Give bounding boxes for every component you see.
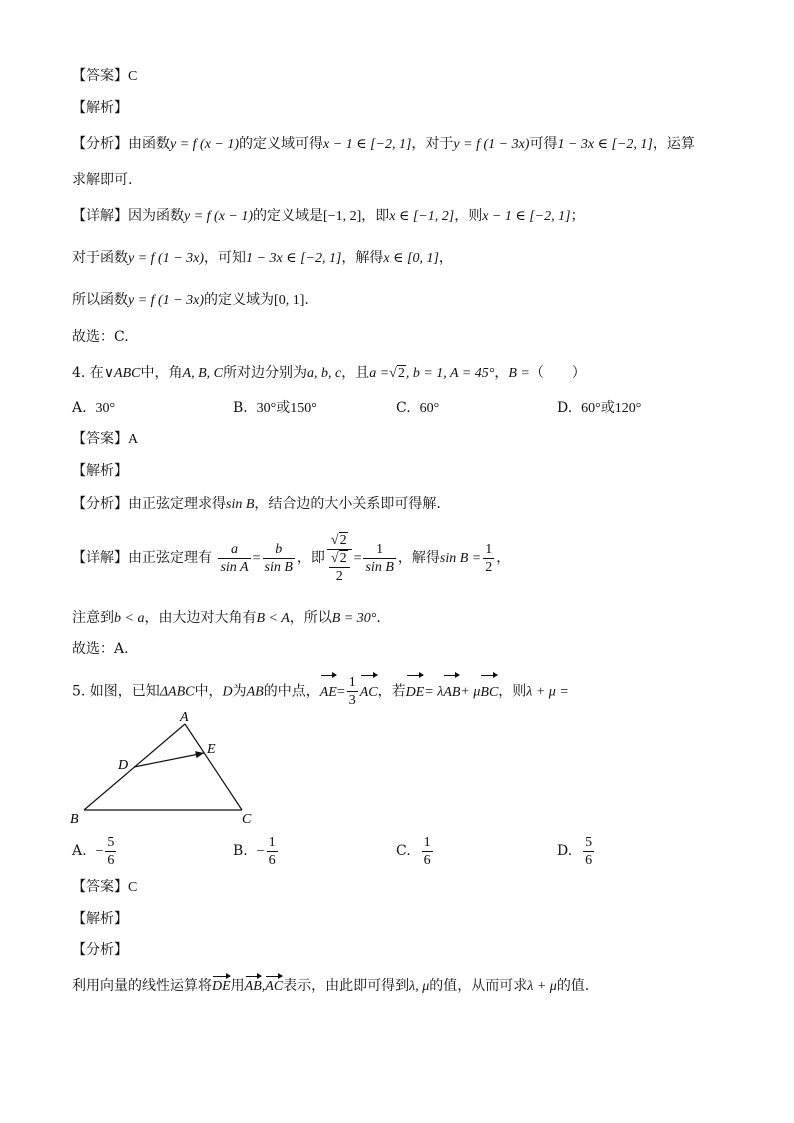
text: 表示，由此即可得到 (283, 978, 410, 994)
q5-fenxi-heading (72, 940, 128, 960)
analysis-label: 【解析】 (72, 100, 128, 116)
math: y = f (x − 1) (170, 137, 240, 152)
option-label: A. (72, 843, 87, 859)
fraction (218, 541, 250, 576)
numerator: 1 (348, 675, 356, 690)
denominator: 3 (348, 693, 356, 708)
math: [0, 1] (274, 293, 305, 308)
label-e: E (207, 742, 216, 757)
math: λ + μ (527, 979, 557, 994)
nested-fraction (327, 532, 352, 585)
q5-stem (72, 674, 569, 710)
text: 用 (230, 978, 245, 994)
math: y = f (x − 1) (184, 209, 254, 224)
text: ，运算 (652, 136, 695, 152)
text: ，解得 (341, 250, 384, 266)
numerator: 1 (363, 541, 395, 559)
option-d[interactable] (557, 398, 641, 419)
text: ，且 (341, 365, 370, 381)
option-b[interactable] (233, 832, 280, 871)
option-sign: − (256, 844, 265, 859)
q3-line-2 (72, 248, 453, 269)
option-label: C. (396, 400, 411, 416)
q4-fenxi-line (72, 494, 441, 515)
option-text: 60° (419, 401, 440, 416)
answer-label: 【答案】 (72, 431, 128, 447)
vector-de (134, 753, 204, 767)
math: B = 30° (331, 611, 377, 626)
text: ， (494, 365, 509, 381)
fraction (105, 834, 116, 869)
vector: AE (320, 676, 337, 710)
radicand: 2 (339, 550, 347, 566)
math: 1 − 3x ∈ [−2, 1] (557, 137, 653, 152)
side-ac (185, 724, 242, 810)
text: 利用向量的线性运算将 (72, 978, 212, 994)
option-label: B. (233, 400, 248, 416)
option-label: A. (72, 400, 87, 416)
text: . (304, 292, 309, 308)
text: 由函数 (128, 136, 170, 152)
text: 的定义域可得 (239, 136, 324, 152)
xiangjie-label: 【详解】 (72, 550, 128, 566)
text: 由正弦定理求得 (128, 496, 226, 512)
math: a, b, c (306, 366, 342, 381)
xiangjie-label: 【详解】 (72, 208, 128, 224)
q5-answer-line (72, 877, 137, 898)
text: ，由大边对大角有 (144, 610, 257, 626)
math: λ, μ (409, 979, 430, 994)
numerator: 1 (268, 834, 276, 850)
math: x − 1 ∈ [−2, 1] (323, 137, 412, 152)
denominator: sin B (365, 559, 394, 575)
math: b < a (114, 611, 145, 626)
text: ，即 (296, 550, 325, 566)
q3-analysis-heading (72, 98, 128, 118)
math: x ∈ [0, 1] (383, 251, 439, 266)
fraction (363, 541, 395, 576)
q3-fenxi-line-2 (72, 170, 132, 190)
fraction (347, 674, 358, 709)
option-label: B. (233, 843, 248, 859)
math: x ∈ [−1, 2] (389, 209, 455, 224)
numerator: 5 (585, 834, 593, 850)
vector: DE (212, 977, 231, 997)
sqrt: √2 (389, 366, 405, 381)
answer-value: A (128, 432, 139, 447)
denominator: sin A (220, 559, 249, 575)
text: 5. 如图，已知 (72, 683, 160, 700)
analysis-label: 【解析】 (72, 463, 128, 479)
q3-fenxi-line (72, 134, 695, 155)
q3-line-3 (72, 290, 309, 311)
math: = (336, 684, 345, 700)
text: 所以函数 (72, 292, 128, 308)
text: 为 (232, 683, 247, 700)
denominator: 2 (485, 559, 493, 575)
option-label: D. (557, 843, 573, 859)
label-d: D (118, 758, 129, 773)
text: 所对边分别为 (222, 365, 307, 381)
math: 1 − 3x ∈ [−2, 1] (246, 251, 342, 266)
label-b: B (70, 812, 79, 827)
numerator: 1 (485, 541, 493, 557)
denominator: 6 (107, 852, 115, 868)
math: x − 1 ∈ [−2, 1] (482, 209, 571, 224)
numerator: √2 (327, 532, 352, 550)
label-c: C (242, 812, 252, 827)
math: ΔABC (159, 684, 195, 700)
q4-xiangjie-line (72, 530, 510, 587)
inner-fraction (329, 550, 350, 585)
option-c[interactable] (396, 398, 439, 419)
text: 的定义域是 (253, 208, 324, 224)
option-label: D. (557, 400, 573, 416)
math: A, B, C (182, 366, 223, 381)
math: y = f (1 − 3x) (128, 293, 205, 308)
text: ； (570, 208, 585, 224)
text: 可得 (529, 136, 558, 152)
q3-choose (72, 327, 129, 347)
math: = λ (424, 684, 444, 700)
math: D (222, 684, 233, 700)
text: 4. 在 (72, 365, 104, 381)
math: λ + μ = (526, 684, 569, 700)
text: ，若 (377, 683, 406, 700)
denominator: 6 (423, 852, 431, 868)
math: = (353, 551, 362, 566)
numerator: 5 (107, 834, 115, 850)
numerator: b (263, 541, 295, 559)
text: ，则 (454, 208, 483, 224)
option-text: 30°或150° (256, 401, 317, 416)
text: ， (496, 550, 511, 566)
denominator: 6 (585, 852, 593, 868)
text: ，解得 (397, 550, 440, 566)
math: sin B (226, 497, 255, 512)
math: [−1, 2] (323, 209, 362, 224)
math: a = (369, 366, 390, 381)
math: B = (508, 366, 530, 381)
answer-label: 【答案】 (72, 68, 128, 84)
math: y = f (1 − 3x) (128, 251, 205, 266)
fraction (583, 834, 594, 869)
text: 注意到 (72, 610, 114, 626)
answer-label: 【答案】 (72, 879, 128, 895)
vector: AB (443, 676, 460, 710)
text: 的定义域为 (204, 292, 275, 308)
text: ，对于 (411, 136, 454, 152)
math: sin B = (439, 551, 482, 566)
text: 因为函数 (128, 208, 184, 224)
text: 中，角 (140, 365, 183, 381)
label-a: A (180, 710, 189, 725)
radicand: 2 (339, 532, 347, 548)
fraction (422, 834, 433, 869)
math: y = f (1 − 3x) (453, 137, 530, 152)
math: + μ (460, 684, 481, 700)
text: ，即 (361, 208, 390, 224)
math: B < A (256, 611, 290, 626)
choose-text: 故选：C. (72, 329, 129, 345)
text: 的值，从而可求 (429, 978, 528, 994)
q4-stem (72, 363, 586, 384)
text: 由正弦定理有 (128, 550, 212, 566)
fenxi-label: 【分析】 (72, 942, 128, 958)
option-c[interactable] (396, 832, 435, 870)
answer-value: C (128, 69, 138, 84)
answer-value: C (128, 880, 138, 895)
text: 求解即可. (72, 172, 133, 188)
q4-analysis-heading (72, 461, 128, 481)
vector: AC (360, 676, 378, 710)
q4-answer-line (72, 429, 138, 450)
denominator: sin B (264, 559, 293, 575)
vector: AB (245, 977, 262, 997)
fraction (267, 834, 278, 869)
option-d[interactable] (557, 832, 596, 870)
text: 中， (194, 683, 223, 700)
numerator: √2 (329, 550, 350, 568)
vector: BC (480, 676, 498, 710)
math: , b = 1, A = 45° (405, 366, 495, 381)
vector: DE (406, 676, 425, 710)
text: ，则 (498, 683, 527, 700)
text: 的值. (556, 978, 590, 994)
denominator: 2 (335, 568, 343, 584)
text: ，所以 (289, 610, 332, 626)
analysis-label: 【解析】 (72, 911, 128, 927)
option-sign: − (95, 844, 104, 859)
text: ，可知 (204, 250, 247, 266)
choose-text: 故选：A. (72, 641, 129, 657)
option-a[interactable] (72, 832, 118, 871)
radicand: 2 (397, 366, 405, 381)
blank: （ ） (529, 365, 586, 381)
fenxi-label: 【分析】 (72, 136, 128, 152)
option-a[interactable] (72, 398, 115, 419)
text: . (376, 610, 381, 626)
numerator: a (218, 541, 250, 559)
text: 对于函数 (72, 250, 128, 266)
triangle-figure (66, 706, 266, 828)
text: , (261, 979, 266, 994)
option-text: 60°或120° (581, 401, 642, 416)
option-label: C. (396, 843, 411, 859)
math: = (252, 551, 261, 566)
denominator (327, 550, 352, 585)
text: ，结合边的大小关系即可得解. (254, 496, 441, 512)
vector: AC (265, 977, 283, 997)
q5-analysis-heading (72, 909, 128, 929)
text: ， (438, 250, 453, 266)
q3-answer-line (72, 66, 137, 87)
fraction (263, 541, 295, 576)
option-text: 30° (95, 401, 116, 416)
text: 的中点， (263, 683, 320, 700)
numerator: 1 (423, 834, 431, 850)
q5-fenxi-line (72, 976, 589, 997)
option-b[interactable] (233, 398, 317, 419)
denominator: 6 (268, 852, 276, 868)
math: ∨ABC (103, 366, 141, 381)
math: AB (246, 684, 264, 700)
q4-note-line (72, 608, 381, 629)
q3-xiangjie-line (72, 206, 585, 227)
fenxi-label: 【分析】 (72, 496, 128, 512)
fraction (483, 541, 494, 576)
q4-choose (72, 639, 129, 659)
